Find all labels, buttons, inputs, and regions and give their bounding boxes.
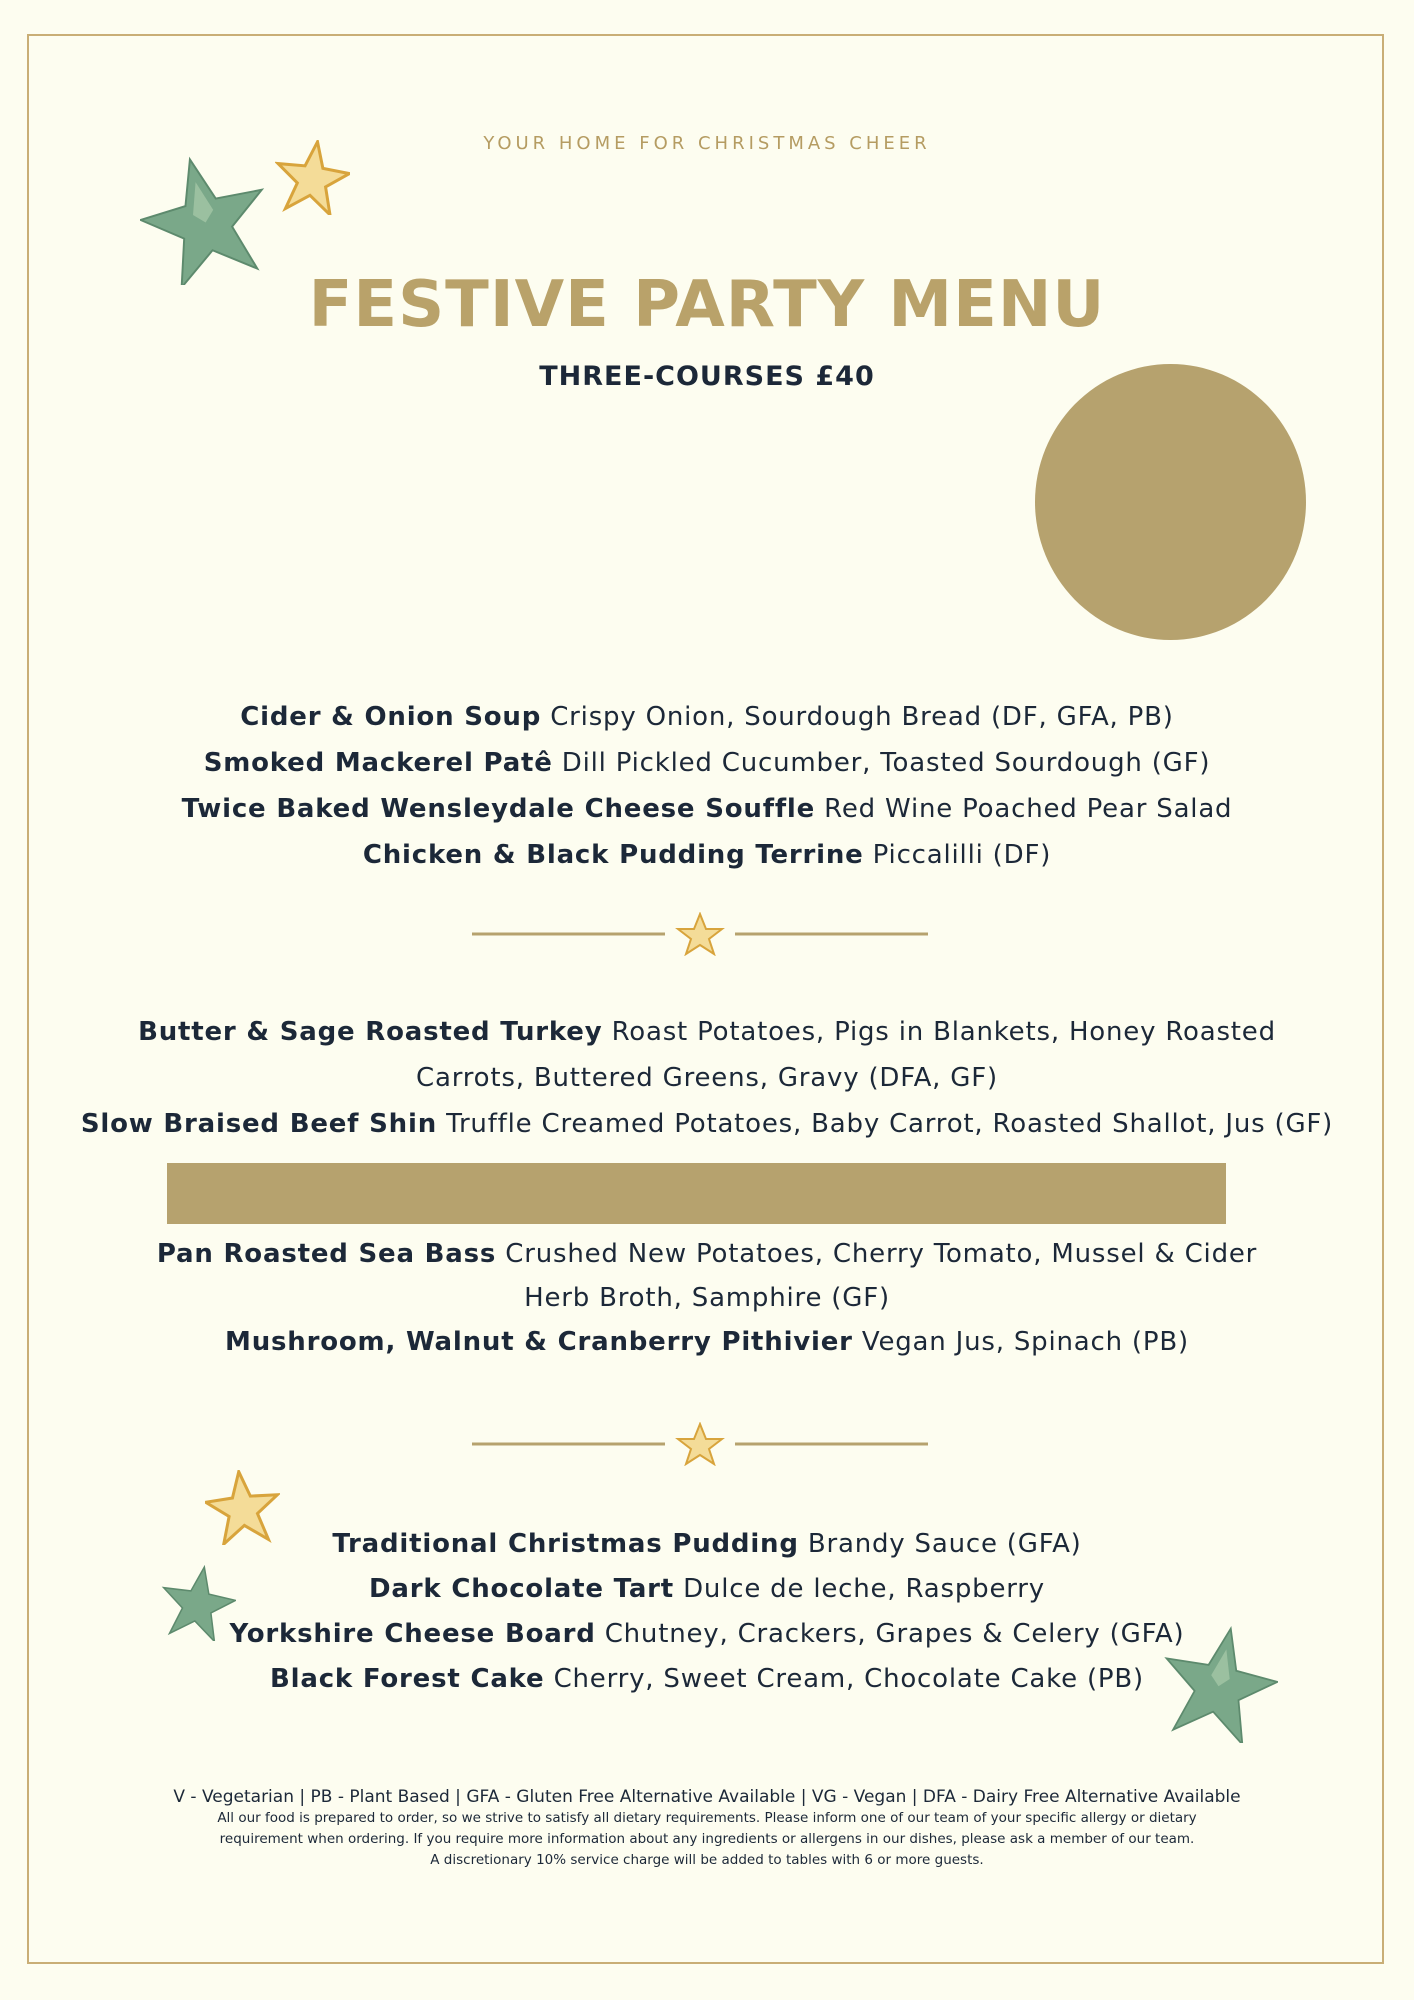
star-divider [470,1422,930,1466]
menu-item: Butter & Sage Roasted Turkey Roast Potatoes, Pigs in Blankets, Honey Roasted [138,1017,1276,1047]
menu-item: Dark Chocolate Tart Dulce de leche, Raspberry [369,1574,1045,1604]
menu-item: Smoked Mackerel Patê Dill Pickled Cucumber, Toasted Sourdough (GF) [203,748,1211,778]
service-charge-note: A discretionary 10% service charge will be added to tables with 6 or more guests. [430,1852,984,1868]
gold-circle [1035,364,1306,640]
tagline: YOUR HOME FOR CHRISTMAS CHEER [483,133,931,154]
menu-item: Pan Roasted Sea Bass Crushed New Potatoes, Cherry Tomato, Mussel & Cider [156,1239,1258,1269]
mains-section-continued [0,1232,1414,1364]
menu-item: Black Forest Cake Cherry, Sweet Cream, Chocolate Cake (PB) [270,1664,1144,1694]
green-star-icon [140,155,270,285]
mains-section [0,1009,1414,1147]
gold-band [167,1163,1226,1224]
menu-item: Mushroom, Walnut & Cranberry Pithivier Vegan Jus, Spinach (PB) [225,1327,1189,1357]
menu-item-continued: Herb Broth, Samphire (GF) [524,1283,890,1313]
desserts-section [0,1522,1414,1702]
menu-item-continued: Carrots, Buttered Greens, Gravy (DFA, GF) [416,1063,998,1093]
star-icon [678,1424,722,1464]
menu-item: Slow Braised Beef Shin Truffle Creamed Potatoes, Baby Carrot, Roasted Shallot, Jus (GF) [80,1109,1334,1139]
menu-item: Twice Baked Wensleydale Cheese Souffle Red Wine Poached Pear Salad [181,794,1233,824]
menu-item: Yorkshire Cheese Board Chutney, Crackers, Grapes & Celery (GFA) [229,1619,1185,1649]
allergy-note: All our food is prepared to order, so we strive to satisfy all dietary requirements. Please inform one of our team of your specific allergy or dietary [217,1810,1197,1826]
page-title: FESTIVE PARTY MENU [308,268,1106,342]
price-subtitle: THREE-COURSES £40 [539,361,875,392]
menu-item: Chicken & Black Pudding Terrine Piccalilli (DF) [362,840,1052,870]
footer [0,1786,1414,1871]
menu-item: Traditional Christmas Pudding Brandy Sauce (GFA) [332,1529,1082,1559]
menu-item: Cider & Onion Soup Crispy Onion, Sourdough Bread (DF, GFA, PB) [240,702,1174,732]
dietary-legend: V - Vegetarian | PB - Plant Based | GFA - Gluten Free Alternative Available | VG - Vegan | DFA - Dairy Free Alternative Available [173,1787,1241,1807]
star-icon [678,914,722,954]
allergy-note: requirement when ordering. If you require more information about any ingredients or allergens in our dishes, please ask a member of our team. [219,1831,1195,1847]
starters-section [0,694,1414,878]
star-divider [470,912,930,956]
